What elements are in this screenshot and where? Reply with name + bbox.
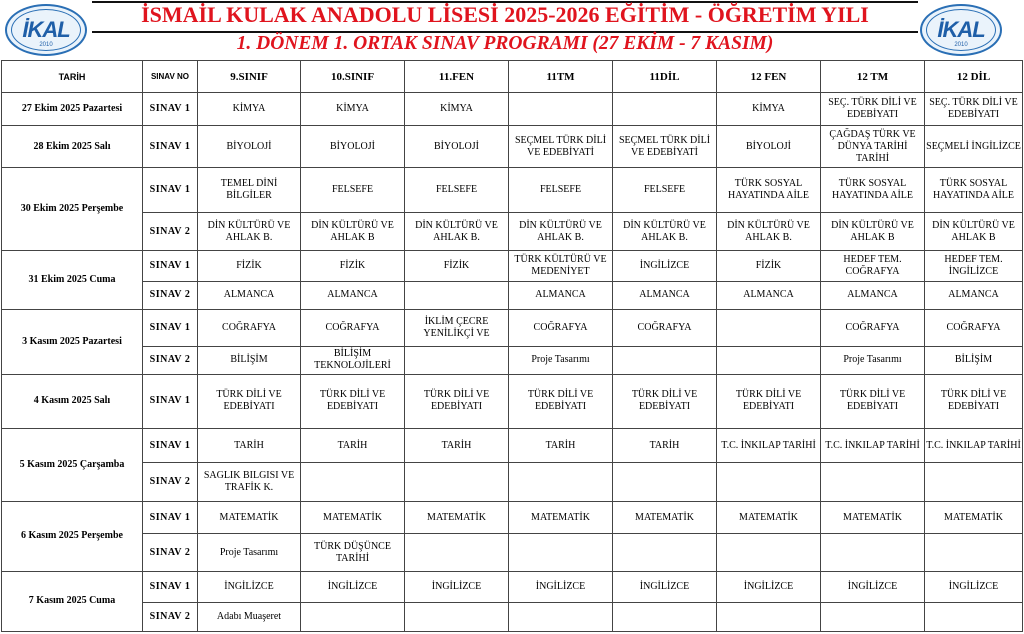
exam-cell: COĞRAFYA [821, 310, 925, 347]
table-row [2, 251, 1023, 281]
column-header-class: 11.FEN [405, 61, 509, 93]
exam-cell: ÇAĞDAŞ TÜRK VE DÜNYA TARİHİ TARİHİ [821, 126, 925, 168]
exam-cell: ALMANCA [198, 281, 301, 309]
exam-cell [405, 534, 509, 572]
exam-cell: Proje Tasarımı [198, 534, 301, 572]
exam-cell [717, 346, 821, 374]
table-row [2, 126, 1023, 168]
exam-cell: MATEMATİK [405, 501, 509, 533]
exam-cell: FELSEFE [301, 168, 405, 213]
school-logo [920, 4, 1002, 56]
exam-cell: T.C. İNKILAP TARİHİ [717, 428, 821, 463]
exam-cell [301, 603, 405, 632]
session-label: SINAV 2 [143, 534, 198, 572]
session-label: SINAV 1 [143, 93, 198, 126]
exam-cell: DİN KÜLTÜRÜ VE AHLAK B. [405, 212, 509, 251]
exam-cell: İKLİM ÇECRE YENİLİKÇİ VE [405, 310, 509, 347]
exam-cell: ALMANCA [509, 281, 613, 309]
exam-cell: MATEMATİK [613, 501, 717, 533]
exam-cell: DİN KÜLTÜRÜ VE AHLAK B [301, 212, 405, 251]
exam-cell [821, 603, 925, 632]
exam-cell: BİYOLOJİ [405, 126, 509, 168]
column-header-sinav-no: SINAV NO [143, 61, 198, 93]
exam-cell: TARİH [613, 428, 717, 463]
header-row [2, 61, 1023, 93]
exam-cell: BİLİŞİM [198, 346, 301, 374]
exam-cell [613, 603, 717, 632]
session-label: SINAV 1 [143, 251, 198, 281]
exam-cell [509, 93, 613, 126]
exam-cell: İNGİLİZCE [509, 571, 613, 602]
exam-cell: ALMANCA [613, 281, 717, 309]
table-row [2, 346, 1023, 374]
table-row [2, 310, 1023, 347]
table-row [2, 603, 1023, 632]
session-label: SINAV 1 [143, 571, 198, 602]
exam-cell: TÜRK DİLİ VE EDEBİYATI [198, 375, 301, 429]
exam-cell [613, 534, 717, 572]
session-label: SINAV 2 [143, 281, 198, 309]
exam-cell: BİYOLOJİ [717, 126, 821, 168]
exam-cell [405, 463, 509, 502]
exam-cell: MATEMATİK [821, 501, 925, 533]
exam-cell: TÜRK SOSYAL HAYATINDA AİLE [925, 168, 1023, 213]
exam-cell: SEÇ. TÜRK DİLİ VE EDEBİYATI [925, 93, 1023, 126]
exam-cell: TÜRK DİLİ VE EDEBİYATI [509, 375, 613, 429]
exam-cell: MATEMATİK [198, 501, 301, 533]
exam-cell: MATEMATİK [925, 501, 1023, 533]
exam-schedule-table [1, 60, 1023, 632]
exam-cell: İNGİLİZCE [821, 571, 925, 602]
exam-cell [717, 463, 821, 502]
exam-cell: SEÇMEL TÜRK DİLİ VE EDEBİYATİ [509, 126, 613, 168]
exam-cell: FELSEFE [509, 168, 613, 213]
exam-cell: İNGİLİZCE [613, 571, 717, 602]
exam-cell: TARİH [509, 428, 613, 463]
session-label: SINAV 2 [143, 603, 198, 632]
exam-cell: İNGİLİZCE [198, 571, 301, 602]
exam-cell [717, 310, 821, 347]
exam-cell [405, 281, 509, 309]
exam-cell: COĞRAFYA [925, 310, 1023, 347]
exam-cell: ALMANCA [925, 281, 1023, 309]
exam-cell: HEDEF TEM. COĞRAFYA [821, 251, 925, 281]
exam-cell: DİN KÜLTÜRÜ VE AHLAK B [821, 212, 925, 251]
exam-cell: TARİH [301, 428, 405, 463]
exam-cell: FELSEFE [613, 168, 717, 213]
exam-cell [925, 463, 1023, 502]
date-cell: 5 Kasım 2025 Çarşamba [2, 428, 143, 501]
date-cell: 6 Kasım 2025 Perşembe [2, 501, 143, 571]
exam-cell: DİN KÜLTÜRÜ VE AHLAK B [925, 212, 1023, 251]
exam-cell: T.C. İNKILAP TARİHİ [925, 428, 1023, 463]
logo-text: İKAL [937, 17, 985, 42]
exam-cell [405, 346, 509, 374]
exam-cell: Proje Tasarımı [821, 346, 925, 374]
exam-cell: KİMYA [198, 93, 301, 126]
exam-cell: COĞRAFYA [198, 310, 301, 347]
exam-cell: Adabı Muaşeret [198, 603, 301, 632]
table-row [2, 428, 1023, 463]
exam-cell: DİN KÜLTÜRÜ VE AHLAK B. [717, 212, 821, 251]
exam-cell: TÜRK DİLİ VE EDEBİYATI [717, 375, 821, 429]
exam-cell: KİMYA [405, 93, 509, 126]
logo-year: 2010 [954, 42, 968, 48]
session-label: SINAV 2 [143, 346, 198, 374]
table-row [2, 212, 1023, 251]
exam-cell: HEDEF TEM. İNGİLİZCE [925, 251, 1023, 281]
logo-year: 2010 [39, 42, 53, 48]
session-label: SINAV 1 [143, 310, 198, 347]
exam-cell: TÜRK DÜŞÜNCE TARİHİ [301, 534, 405, 572]
exam-cell: İNGİLİZCE [405, 571, 509, 602]
exam-cell [613, 346, 717, 374]
exam-cell [509, 463, 613, 502]
exam-cell: COĞRAFYA [301, 310, 405, 347]
exam-cell [405, 603, 509, 632]
date-cell: 30 Ekim 2025 Perşembe [2, 168, 143, 251]
column-header-class: 10.SINIF [301, 61, 405, 93]
exam-cell: ALMANCA [821, 281, 925, 309]
exam-cell: T.C. İNKILAP TARİHİ [821, 428, 925, 463]
exam-cell [925, 603, 1023, 632]
exam-cell: DİN KÜLTÜRÜ VE AHLAK B. [509, 212, 613, 251]
date-cell: 27 Ekim 2025 Pazartesi [2, 93, 143, 126]
table-row [2, 281, 1023, 309]
table-row [2, 501, 1023, 533]
exam-cell: FİZİK [198, 251, 301, 281]
session-label: SINAV 1 [143, 375, 198, 429]
date-cell: 28 Ekim 2025 Salı [2, 126, 143, 168]
exam-cell: TEMEL DİNİ BİLGİLER [198, 168, 301, 213]
date-cell: 3 Kasım 2025 Pazartesi [2, 310, 143, 375]
exam-cell: FİZİK [717, 251, 821, 281]
session-label: SINAV 1 [143, 428, 198, 463]
exam-cell: MATEMATİK [509, 501, 613, 533]
exam-cell: ALMANCA [717, 281, 821, 309]
exam-cell: TÜRK SOSYAL HAYATINDA AİLE [821, 168, 925, 213]
exam-cell: SEÇ. TÜRK DİLİ VE EDEBİYATI [821, 93, 925, 126]
date-cell: 7 Kasım 2025 Cuma [2, 571, 143, 631]
exam-cell: SEÇMEL TÜRK DİLİ VE EDEBİYATİ [613, 126, 717, 168]
exam-cell: İNGİLİZCE [613, 251, 717, 281]
date-cell: 4 Kasım 2025 Salı [2, 375, 143, 429]
exam-cell: TÜRK DİLİ VE EDEBİYATI [405, 375, 509, 429]
exam-cell: TÜRK DİLİ VE EDEBİYATI [821, 375, 925, 429]
exam-cell: TÜRK DİLİ VE EDEBİYATI [613, 375, 717, 429]
exam-cell: ALMANCA [301, 281, 405, 309]
exam-cell [821, 534, 925, 572]
session-label: SINAV 1 [143, 126, 198, 168]
column-header-class: 11TM [509, 61, 613, 93]
column-header-class: 9.SINIF [198, 61, 301, 93]
session-label: SINAV 2 [143, 212, 198, 251]
table-row [2, 534, 1023, 572]
exam-cell: TÜRK DİLİ VE EDEBİYATI [925, 375, 1023, 429]
exam-cell: KİMYA [301, 93, 405, 126]
exam-cell: BİYOLOJİ [198, 126, 301, 168]
column-header-class: 12 DİL [925, 61, 1023, 93]
session-label: SINAV 2 [143, 463, 198, 502]
schedule-body [2, 93, 1023, 632]
date-cell: 31 Ekim 2025 Cuma [2, 251, 143, 310]
exam-cell: TARİH [198, 428, 301, 463]
exam-cell [717, 534, 821, 572]
exam-cell [821, 463, 925, 502]
exam-cell [613, 93, 717, 126]
table-row [2, 93, 1023, 126]
exam-cell: TÜRK DİLİ VE EDEBİYATI [301, 375, 405, 429]
exam-cell: FİZİK [301, 251, 405, 281]
page-title: İSMAİL KULAK ANADOLU LİSESİ 2025-2026 EĞİTİM - ÖĞRETİM YILI [141, 2, 869, 27]
exam-cell: KİMYA [717, 93, 821, 126]
exam-cell [509, 534, 613, 572]
exam-cell: BİLİŞİM [925, 346, 1023, 374]
column-header-class: 12 TM [821, 61, 925, 93]
exam-cell: MATEMATİK [301, 501, 405, 533]
exam-cell: TÜRK SOSYAL HAYATINDA AİLE [717, 168, 821, 213]
column-header-class: 12 FEN [717, 61, 821, 93]
exam-cell: COĞRAFYA [509, 310, 613, 347]
exam-cell: BİYOLOJİ [301, 126, 405, 168]
exam-cell: COĞRAFYA [613, 310, 717, 347]
logo-text: İKAL [22, 17, 70, 42]
table-row [2, 375, 1023, 429]
table-row [2, 571, 1023, 602]
exam-cell: DİN KÜLTÜRÜ VE AHLAK B. [613, 212, 717, 251]
exam-cell [509, 603, 613, 632]
exam-cell: MATEMATİK [717, 501, 821, 533]
page-header [0, 0, 1024, 60]
exam-cell [925, 534, 1023, 572]
exam-cell: İNGİLİZCE [925, 571, 1023, 602]
exam-cell [717, 603, 821, 632]
page-subtitle: 1. DÖNEM 1. ORTAK SINAV PROGRAMI (27 EKİM - 7 KASIM) [236, 33, 774, 54]
exam-cell: TÜRK KÜLTÜRÜ VE MEDENİYET [509, 251, 613, 281]
exam-cell [301, 463, 405, 502]
exam-cell: SAGLIK BILGISI VE TRAFİK K. [198, 463, 301, 502]
exam-cell: DİN KÜLTÜRÜ VE AHLAK B. [198, 212, 301, 251]
exam-cell: BİLİŞİM TEKNOLOJİLERİ [301, 346, 405, 374]
exam-cell: Proje Tasarımı [509, 346, 613, 374]
column-header-tarih: TARİH [2, 61, 143, 93]
school-logo [5, 4, 87, 56]
session-label: SINAV 1 [143, 168, 198, 213]
table-row [2, 168, 1023, 213]
column-header-class: 11DİL [613, 61, 717, 93]
table-row [2, 463, 1023, 502]
exam-cell: İNGİLİZCE [301, 571, 405, 602]
exam-cell: FİZİK [405, 251, 509, 281]
exam-cell: TARİH [405, 428, 509, 463]
exam-cell: SEÇMELİ İNGİLİZCE [925, 126, 1023, 168]
exam-cell: FELSEFE [405, 168, 509, 213]
exam-cell [613, 463, 717, 502]
session-label: SINAV 1 [143, 501, 198, 533]
exam-cell: İNGİLİZCE [717, 571, 821, 602]
